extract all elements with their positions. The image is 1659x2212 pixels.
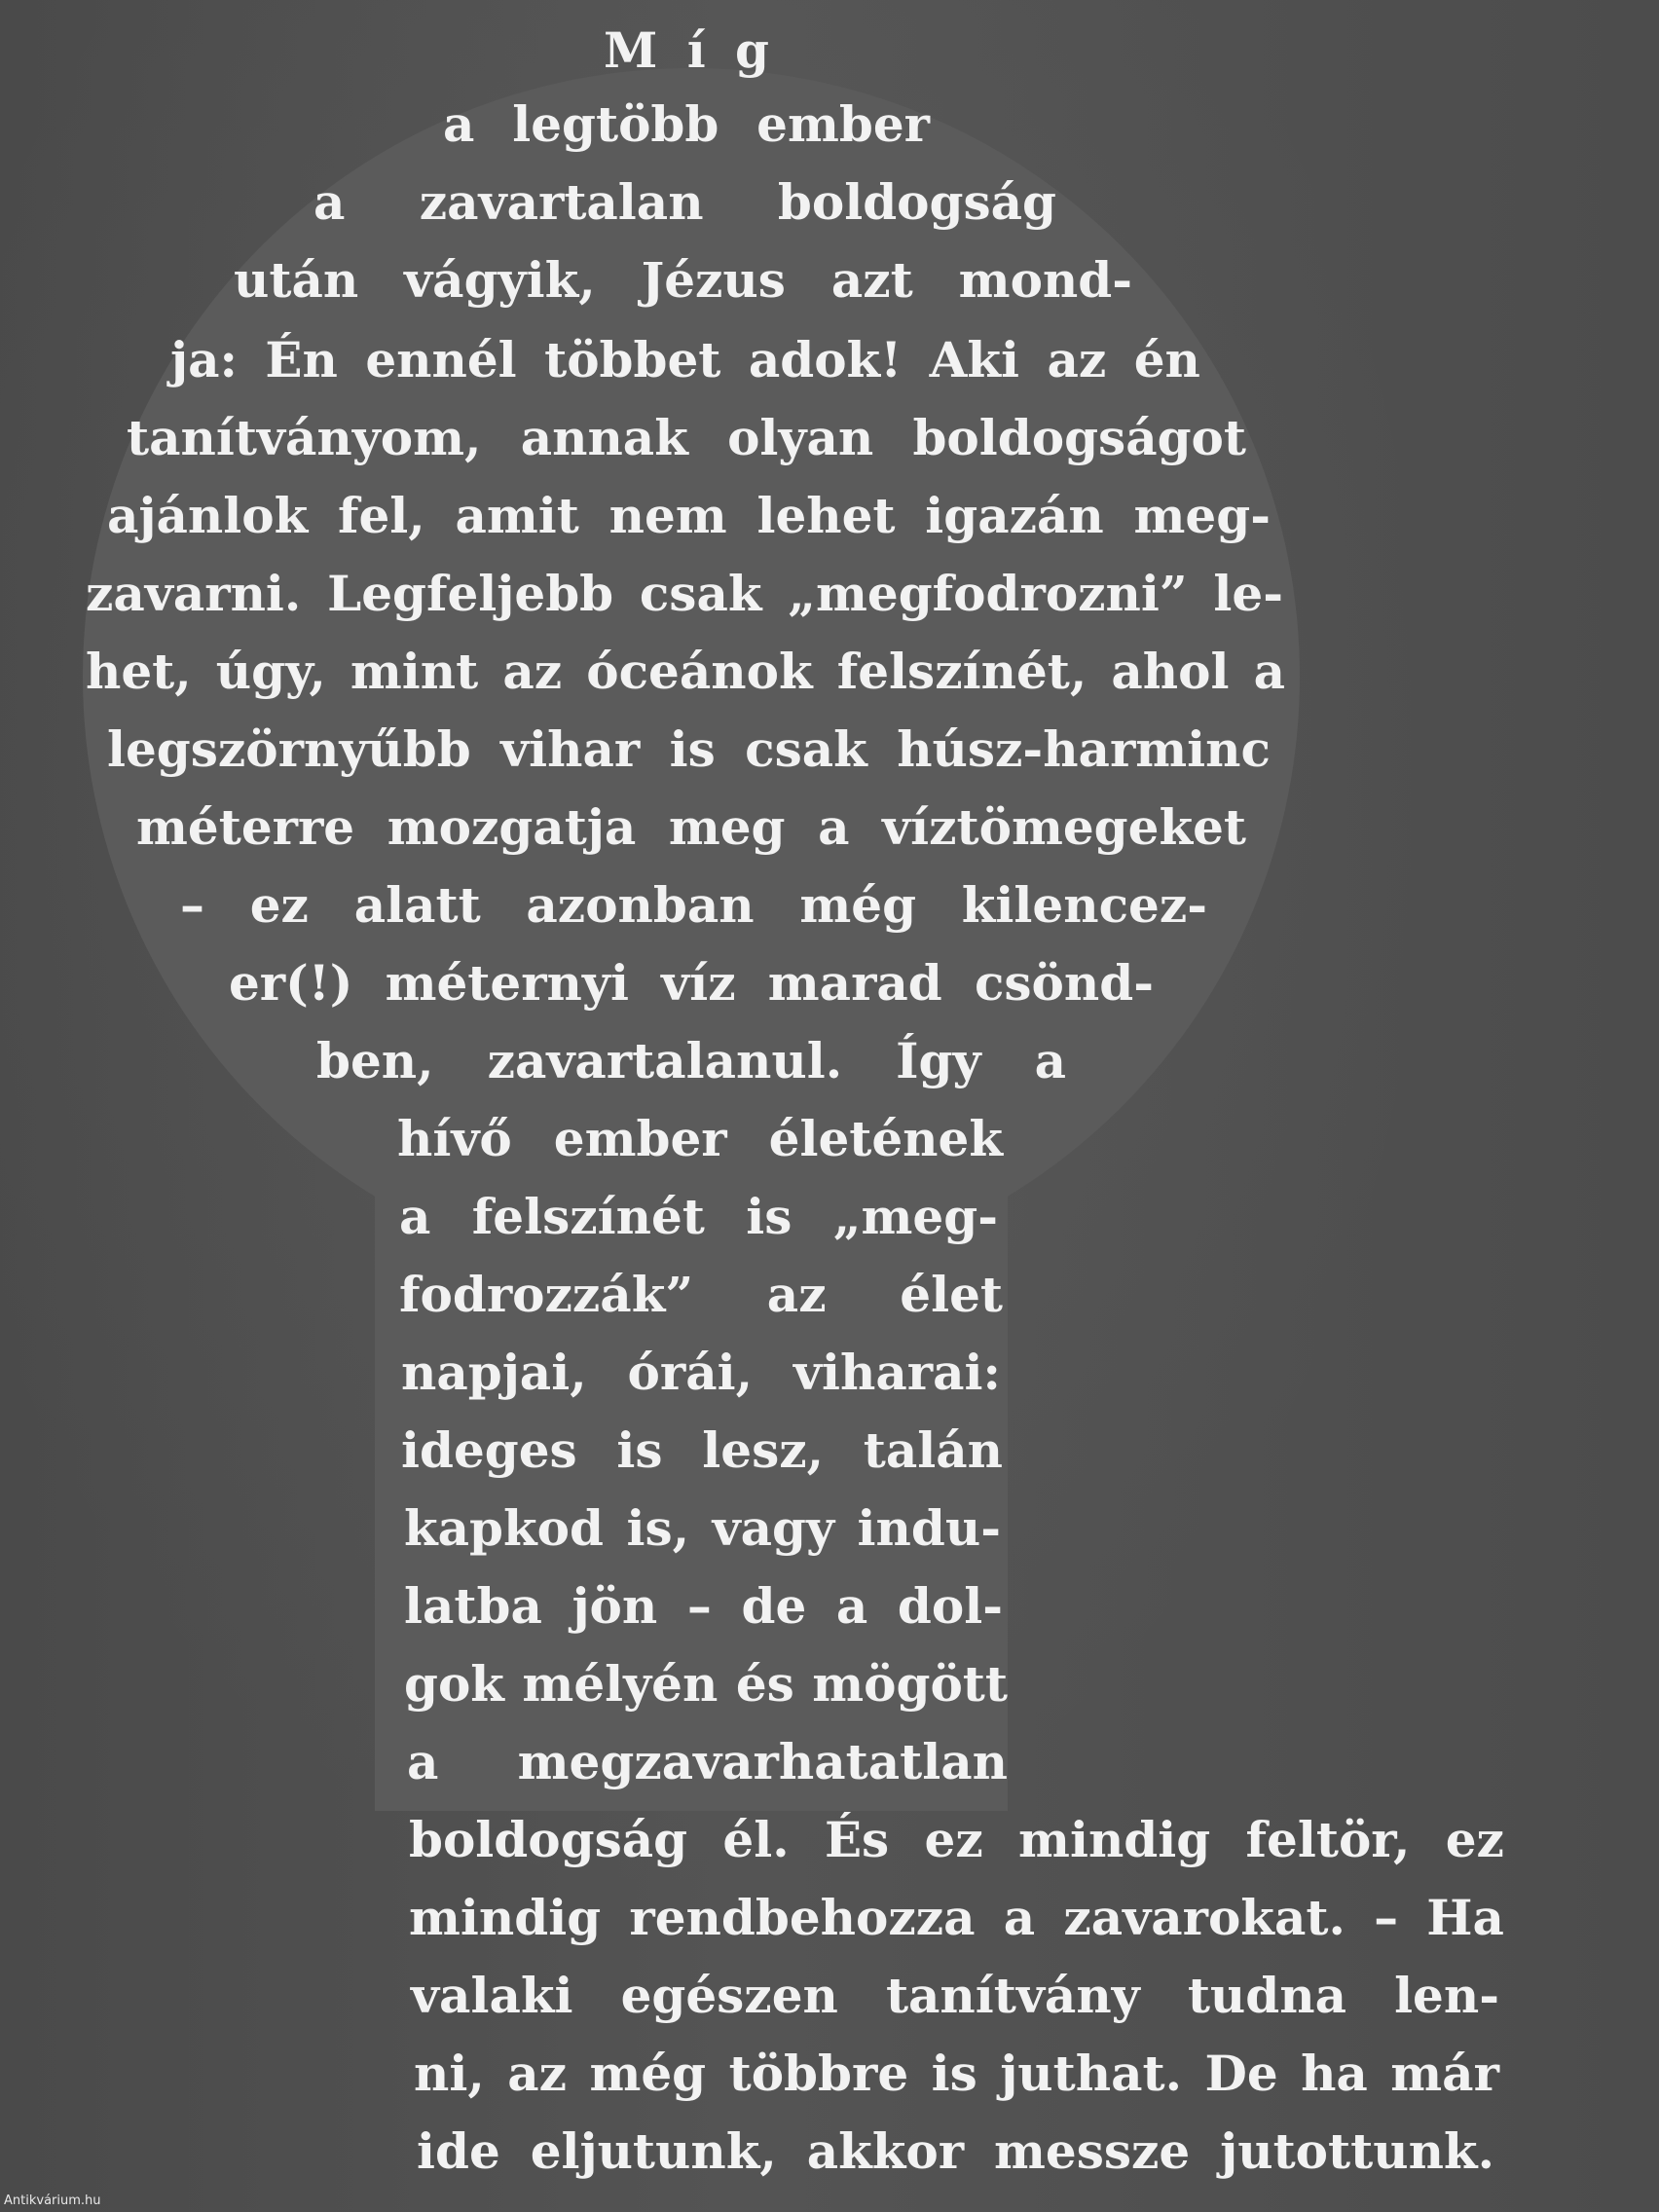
text-line: – ez alatt azonban még kilencez-: [180, 876, 1207, 934]
text-line: a felszínét is „meg-: [399, 1188, 998, 1245]
text-line: fodrozzák” az élet: [399, 1266, 1003, 1323]
text-line: valaki egészen tanítvány tudna len-: [411, 1967, 1499, 2024]
text-line: het, úgy, mint az óceánok felszínét, ahol a: [86, 643, 1285, 700]
text-line: gok mélyén és mögött: [404, 1655, 1008, 1713]
text-line: latba jön – de a dol-: [404, 1577, 1003, 1635]
text-line: zavarni. Legfeljebb csak „megfodrozni” le-: [86, 565, 1283, 622]
text-line: ben, zavartalanul. Így a: [316, 1032, 1066, 1089]
text-line: tanítványom, annak olyan boldogságot: [127, 409, 1246, 466]
text-line: er(!) méternyi víz marad csönd-: [229, 954, 1154, 1012]
text-line: a megzavarhatatlan: [407, 1733, 1008, 1790]
watermark: Antikvárium.hu: [4, 2194, 101, 2208]
text-line: méterre mozgatja meg a víztömegeket: [136, 798, 1246, 856]
text-line: boldogság él. És ez mindig feltör, ez: [409, 1811, 1504, 1868]
text-line: ide eljutunk, akkor messze jutottunk.: [417, 2122, 1494, 2180]
text-line: napjai, órái, viharai:: [401, 1344, 1001, 1401]
text-line: ja: Én ennél többet adok! Aki az én: [170, 331, 1200, 388]
text-line: a legtöbb ember: [443, 95, 930, 153]
text-line: ajánlok fel, amit nem lehet igazán meg-: [107, 487, 1271, 544]
text-line: kapkod is, vagy indu-: [404, 1499, 1001, 1557]
text-line: ideges is lesz, talán: [401, 1421, 1003, 1479]
text-line: legszörnyűbb vihar is csak húsz-harminc: [107, 720, 1271, 778]
text-line: mindig rendbehozza a zavarokat. – Ha: [409, 1889, 1504, 1946]
text-line: M í g: [604, 21, 769, 79]
text-line: ni, az még többre is juthat. De ha már: [414, 2045, 1499, 2102]
text-line: a zavartalan boldogság: [313, 173, 1056, 231]
text-line: után vágyik, Jézus azt mond-: [234, 251, 1132, 309]
text-line: hívő ember életének: [397, 1110, 1003, 1167]
